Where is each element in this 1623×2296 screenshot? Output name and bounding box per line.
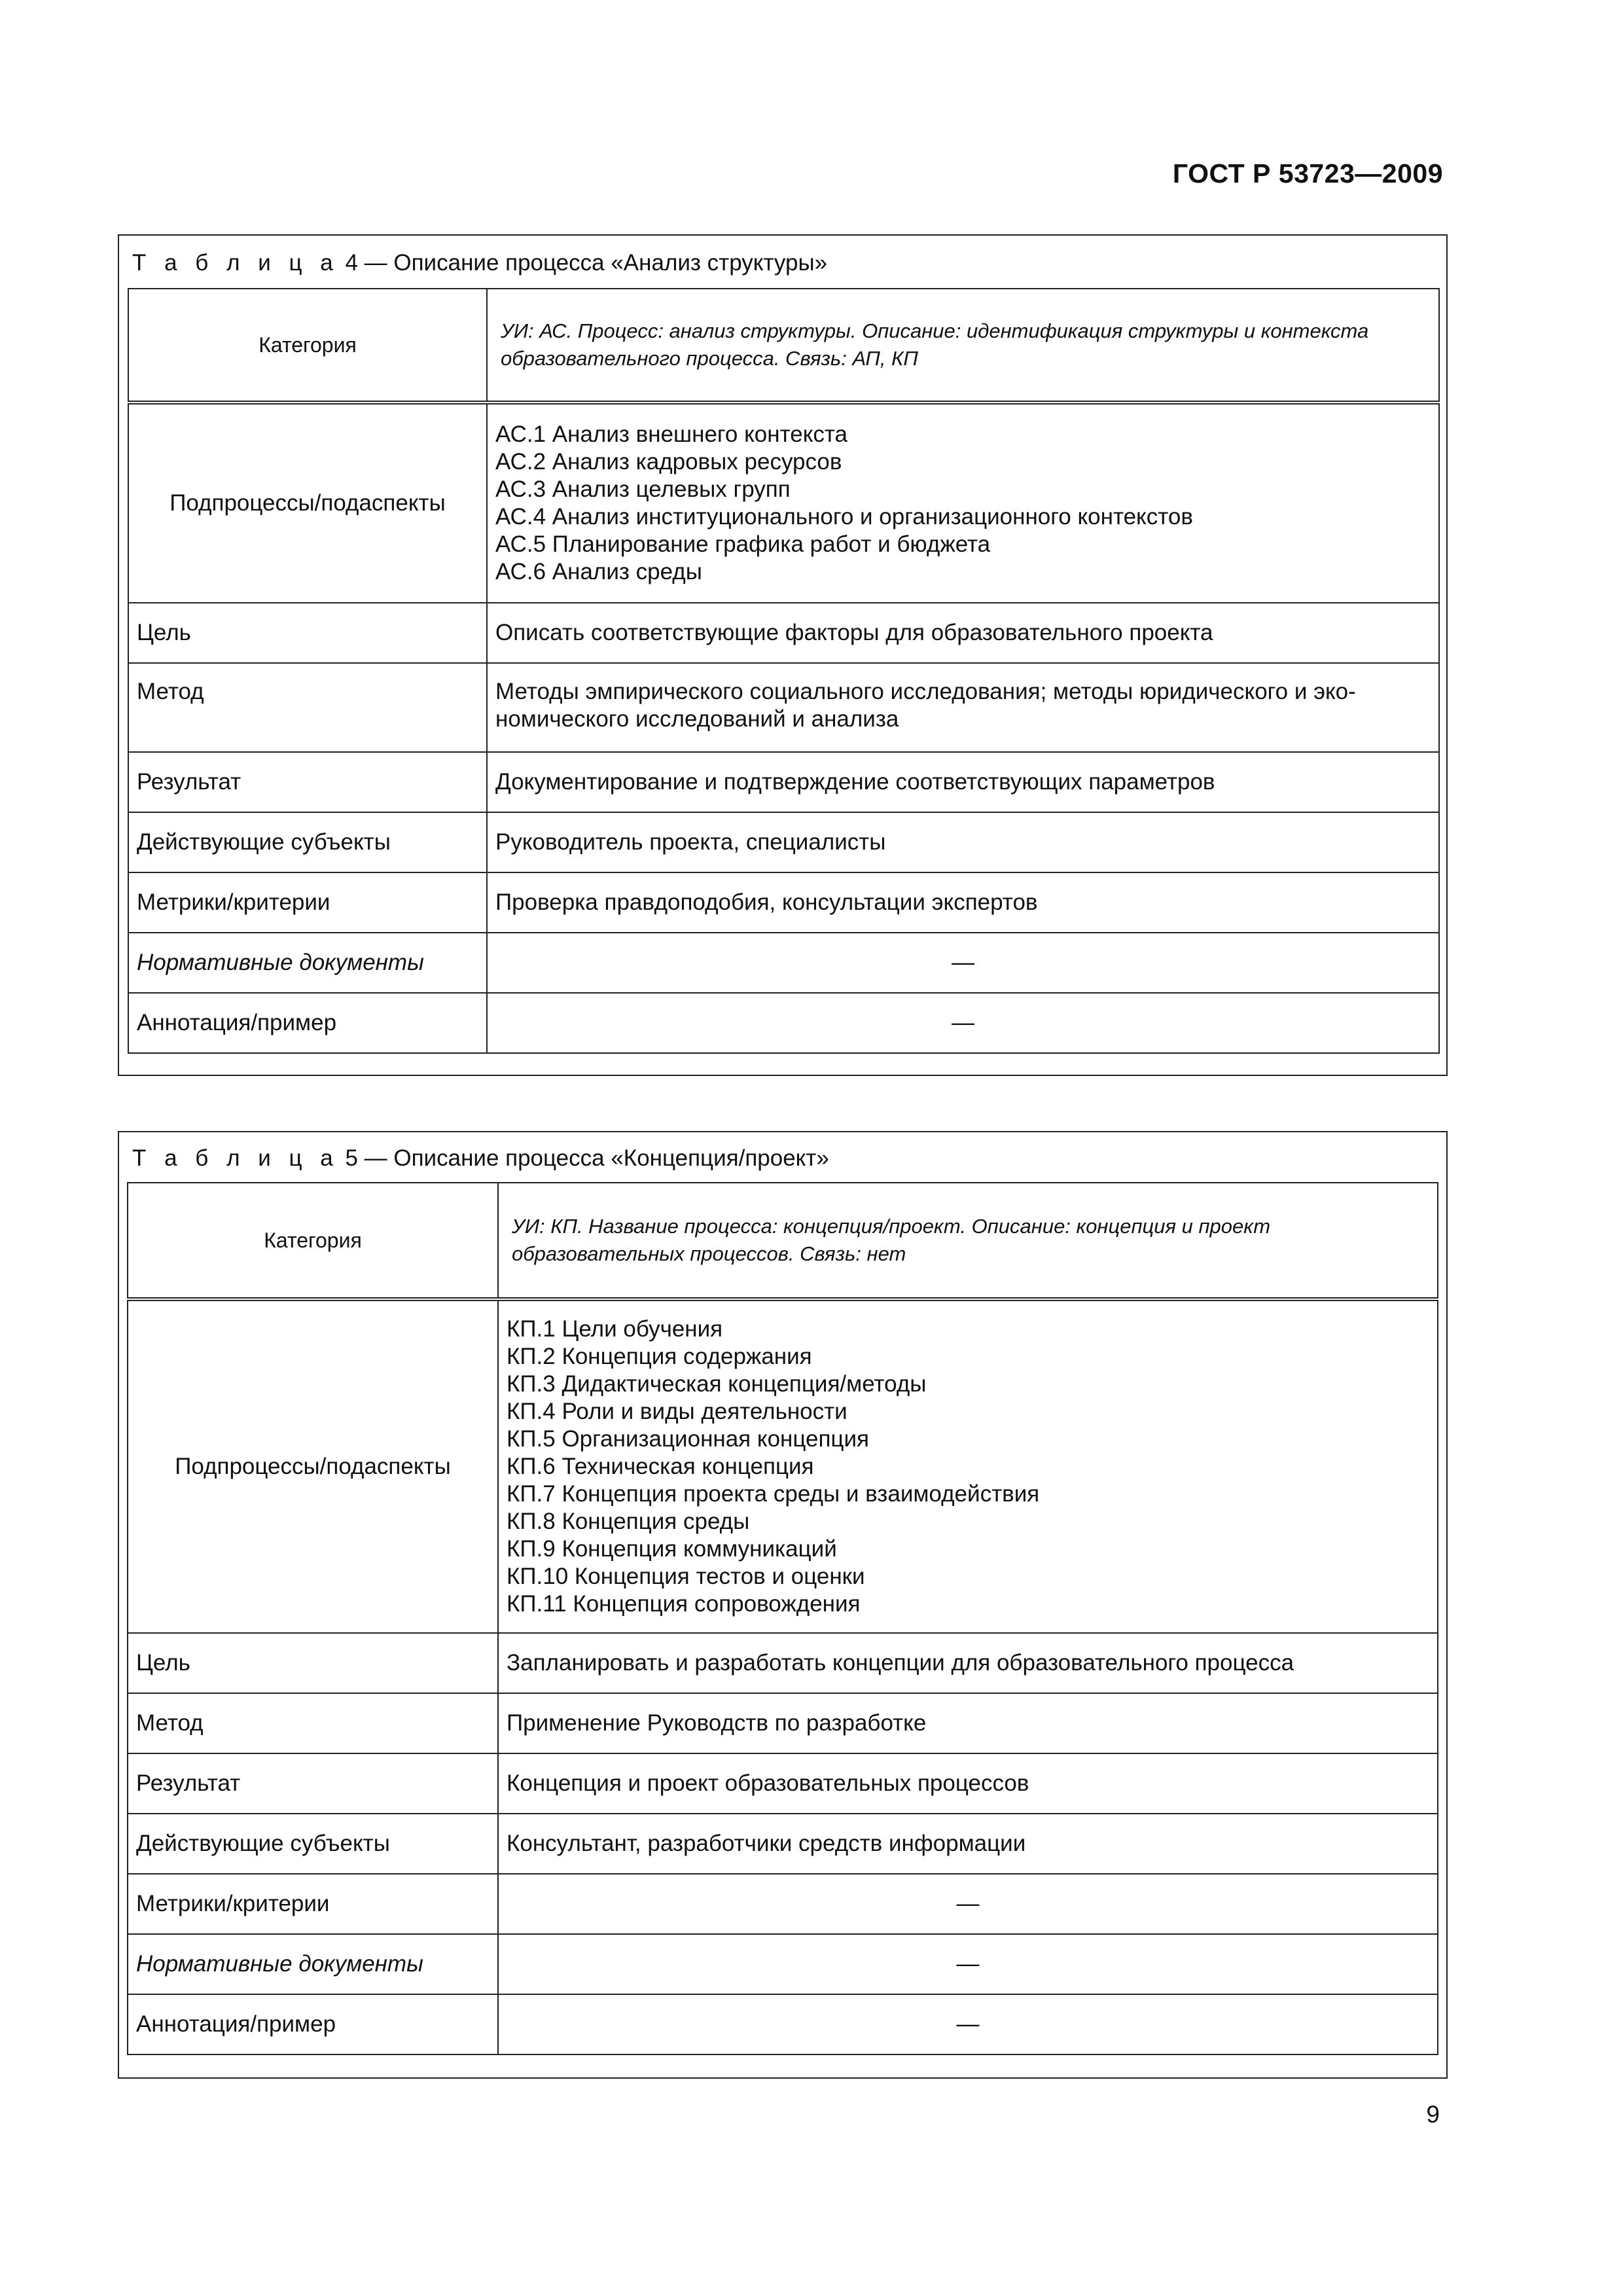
row-value: Документирование и подтверждение соответствующих параметров bbox=[487, 752, 1439, 812]
table-4-subprocess-list bbox=[487, 403, 1439, 603]
row-value: Проверка правдоподобия, консультации экспертов bbox=[487, 872, 1439, 933]
table-5-subprocess-label: Подпроцессы/подаспекты bbox=[128, 1299, 498, 1633]
table-row bbox=[128, 812, 1439, 872]
table-5-head-category: Категория bbox=[128, 1183, 498, 1299]
table-row bbox=[128, 752, 1439, 812]
page-number: 9 bbox=[1426, 2101, 1440, 2128]
row-value: Консультант, разработчики средств информации bbox=[498, 1814, 1438, 1874]
row-value: Запланировать и разработать концепции для образовательного процесса bbox=[498, 1633, 1438, 1693]
table-row bbox=[128, 933, 1439, 993]
list-item: КП.3 Дидактическая концепция/методы bbox=[507, 1371, 927, 1397]
row-value: — bbox=[498, 1874, 1438, 1934]
row-label: Метод bbox=[128, 1693, 498, 1753]
table-4-subprocess-label: Подпроцессы/подаспекты bbox=[128, 403, 487, 603]
table-4-caption-label: Т а б л и ц а bbox=[132, 250, 339, 276]
row-label: Нормативные документы bbox=[128, 933, 487, 993]
list-item: КП.7 Концепция проекта среды и взаимодействия bbox=[507, 1481, 1040, 1507]
row-label: Метод bbox=[128, 663, 487, 752]
table-5-caption-label: Т а б л и ц а bbox=[132, 1145, 339, 1171]
table-4-head-row bbox=[128, 289, 1439, 403]
table-4-caption bbox=[132, 250, 827, 276]
table-row bbox=[128, 663, 1439, 752]
table-row bbox=[128, 1693, 1438, 1753]
list-item: КП.10 Концепция тестов и оценки bbox=[507, 1564, 865, 1589]
table-row bbox=[128, 872, 1439, 933]
table-4-caption-text: 4 — Описание процесса «Анализ структуры» bbox=[345, 250, 828, 276]
row-label: Аннотация/пример bbox=[128, 993, 487, 1053]
row-label: Цель bbox=[128, 603, 487, 663]
row-value: Руководитель проекта, специалисты bbox=[487, 812, 1439, 872]
list-item: АС.5 Планирование графика работ и бюджета bbox=[495, 531, 991, 557]
row-label: Результат bbox=[128, 752, 487, 812]
list-item: КП.1 Цели обучения bbox=[507, 1316, 723, 1342]
row-value: Описать соответствующие факторы для образовательного проекта bbox=[487, 603, 1439, 663]
standard-number: ГОСТ Р 53723—2009 bbox=[1172, 158, 1443, 188]
list-item: КП.4 Роли и виды деятельности bbox=[507, 1399, 847, 1424]
table-row bbox=[128, 993, 1439, 1053]
table-4-head-description: УИ: АС. Процесс: анализ структуры. Описание: идентификация структуры и контекста образовательного процесса. Связь: АП, КП bbox=[487, 289, 1439, 403]
row-label: Действующие субъекты bbox=[128, 812, 487, 872]
row-value: — bbox=[487, 993, 1439, 1053]
table-5 bbox=[127, 1182, 1438, 2055]
list-item: КП.8 Концепция среды bbox=[507, 1509, 750, 1534]
table-row bbox=[128, 1934, 1438, 1994]
list-item: АС.4 Анализ институционального и организационного контекстов bbox=[495, 504, 1193, 529]
list-item: АС.2 Анализ кадровых ресурсов bbox=[495, 449, 842, 475]
list-item: КП.5 Организационная концепция bbox=[507, 1426, 869, 1452]
row-label: Метрики/критерии bbox=[128, 872, 487, 933]
row-label: Нормативные документы bbox=[128, 1934, 498, 1994]
list-item: АС.1 Анализ внешнего контекста bbox=[495, 422, 848, 447]
table-row bbox=[128, 1753, 1438, 1814]
table-4 bbox=[128, 288, 1440, 1054]
table-4-subprocess-row bbox=[128, 403, 1439, 603]
row-label: Метрики/критерии bbox=[128, 1874, 498, 1934]
list-item: КП.9 Концепция коммуникаций bbox=[507, 1536, 837, 1562]
table-5-caption-text: 5 — Описание процесса «Концепция/проект» bbox=[345, 1145, 829, 1171]
row-value: — bbox=[487, 933, 1439, 993]
table-row bbox=[128, 1633, 1438, 1693]
table-5-subprocess-row bbox=[128, 1299, 1438, 1633]
table-5-subprocess-list bbox=[498, 1299, 1438, 1633]
table-5-head-row bbox=[128, 1183, 1438, 1299]
list-item: КП.11 Концепция сопровождения bbox=[507, 1591, 861, 1617]
list-item: КП.2 Концепция содержания bbox=[507, 1344, 812, 1369]
row-value: — bbox=[498, 1934, 1438, 1994]
table-row bbox=[128, 1814, 1438, 1874]
row-label: Результат bbox=[128, 1753, 498, 1814]
table-5-caption bbox=[132, 1145, 829, 1172]
table-4-head-category: Категория bbox=[128, 289, 487, 403]
row-value: Концепция и проект образовательных процессов bbox=[498, 1753, 1438, 1814]
table-row bbox=[128, 1874, 1438, 1934]
row-label: Действующие субъекты bbox=[128, 1814, 498, 1874]
row-value: — bbox=[498, 1994, 1438, 2054]
table-row bbox=[128, 603, 1439, 663]
row-value: Методы эмпирического социального исследования; методы юридического и эко-номического исследований и анализа bbox=[487, 663, 1439, 752]
table-row bbox=[128, 1994, 1438, 2054]
row-label: Цель bbox=[128, 1633, 498, 1693]
table-5-head-description: УИ: КП. Название процесса: концепция/проект. Описание: концепция и проект образовательных процессов. Связь: нет bbox=[498, 1183, 1438, 1299]
list-item: АС.6 Анализ среды bbox=[495, 559, 702, 584]
list-item: АС.3 Анализ целевых групп bbox=[495, 476, 791, 502]
list-item: КП.6 Техническая концепция bbox=[507, 1454, 814, 1479]
row-label: Аннотация/пример bbox=[128, 1994, 498, 2054]
row-value: Применение Руководств по разработке bbox=[498, 1693, 1438, 1753]
